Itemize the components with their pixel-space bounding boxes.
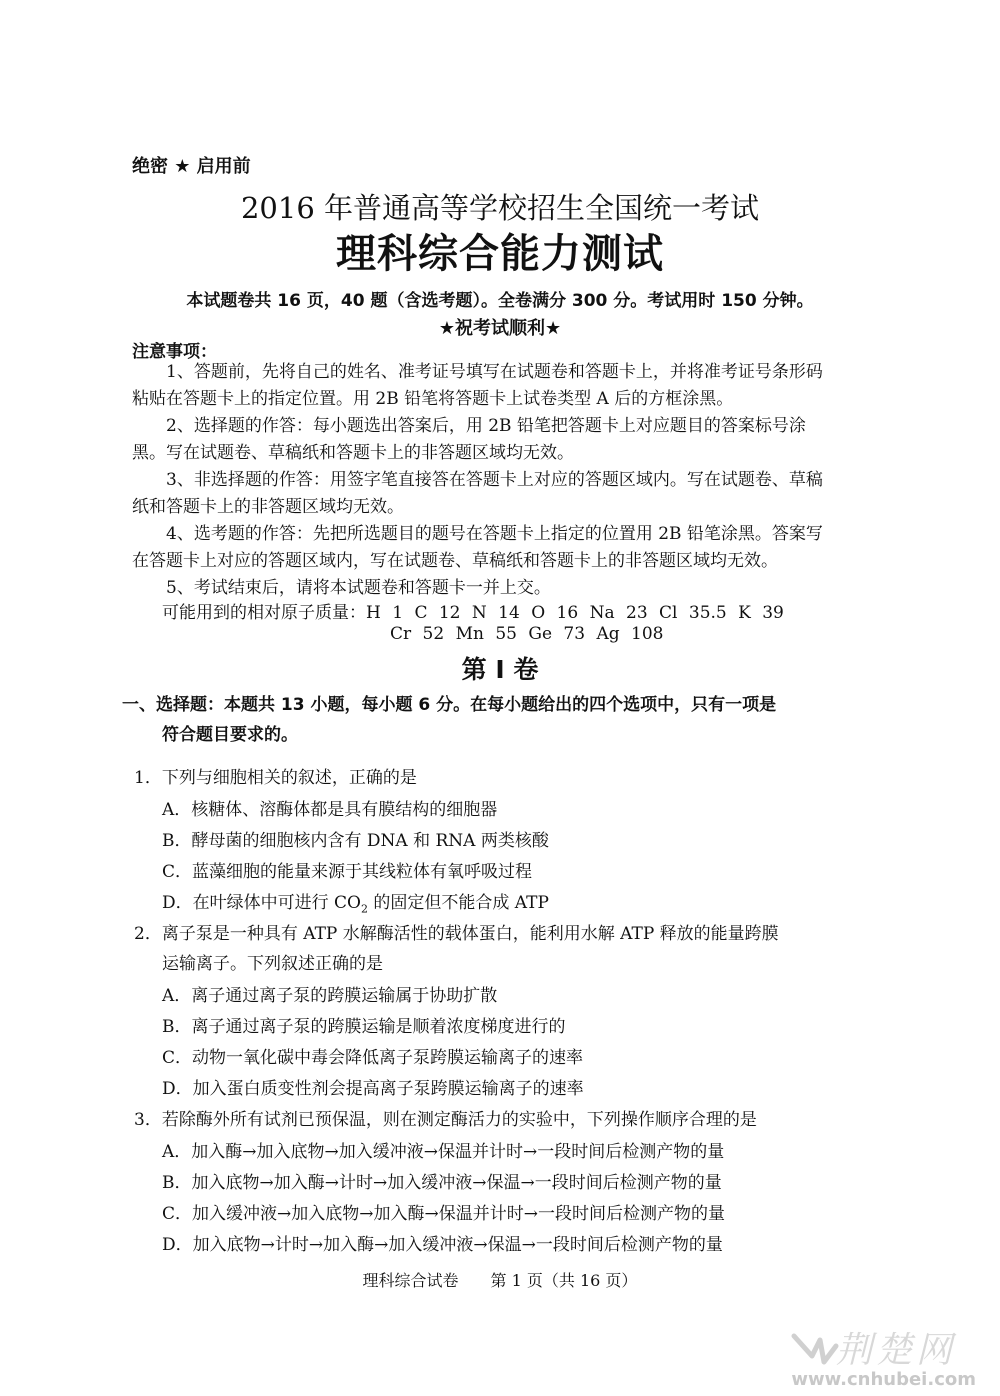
question-3-option-d: D．加入底物→计时→加入酶→加入缓冲液→保温→一段时间后检测产物的量 [162,1235,723,1255]
page-footer: 理科综合试卷 第 1 页（共 16 页） [362,1271,638,1290]
notice-item-3: 3、非选择题的作答：用签字笔直接答在答题卡上对应的答题区域内。写在试题卷、草稿纸和答题卡上的非答题区域均无效。 [132,470,823,517]
question-2-stem-line-1: 2．离子泵是一种具有 ATP 水解酶活性的载体蛋白，能利用水解 ATP 释放的能量跨膜 [134,924,779,944]
notice-item-4: 4、选考题的作答：先把所选题目的题号在答题卡上指定的位置用 2B 铅笔涂黑。答案写在答题卡上对应的答题区域内，写在试题卷、草稿纸和答题卡上的非答题区域均无效。 [132,524,823,571]
question-1-option-d-pre: D．在叶绿体中可进行 CO [162,893,361,913]
question-2-option-b: B．离子通过离子泵的跨膜运输是顺着浓度梯度进行的 [162,1017,566,1037]
question-2-stem-line-2: 运输离子。下列叙述正确的是 [162,954,383,974]
question-3-stem: 3．若除酶外所有试剂已预保温，则在测定酶活力的实验中，下列操作顺序合理的是 [134,1110,757,1130]
exam-subtitle: 理科综合能力测试 [336,231,664,277]
question-2-option-d: D．加入蛋白质变性剂会提高离子泵跨膜运输离子的速率 [162,1079,584,1099]
question-1-option-d-sub: 2 [360,902,368,916]
question-1-stem: 1．下列与细胞相关的叙述，正确的是 [134,768,417,788]
exam-info: 本试题卷共 16 页，40 题（含选考题）。全卷满分 300 分。考试用时 150 分钟。 [186,291,814,311]
question-1-option-a: A．核糖体、溶酶体都是具有膜结构的细胞器 [162,800,498,820]
notice-heading: 注意事项： [132,342,217,362]
watermark-chars: 荆楚网 [836,1330,957,1371]
question-3-option-b: B．加入底物→加入酶→计时→加入缓冲液→保温→一段时间后检测产物的量 [162,1173,722,1193]
question-1-option-d-post: 的固定但不能合成 ATP [367,893,549,913]
question-1-option-b: B．酵母菌的细胞核内含有 DNA 和 RNA 两类核酸 [162,831,549,851]
watermark-site: www.cnhubei.com [791,1369,976,1390]
watermark-logo [790,1322,990,1392]
part-heading-line-2: 符合题目要求的。 [162,725,298,745]
question-2-option-a: A．离子通过离子泵的跨膜运输属于协助扩散 [162,986,498,1006]
question-1-option-c: C．蓝藻细胞的能量来源于其线粒体有氧呼吸过程 [162,862,533,882]
exam-title: 2016 年普通高等学校招生全国统一考试 [240,191,760,225]
question-2-option-c: C．动物一氧化碳中毒会降低离子泵跨膜运输离子的速率 [162,1048,584,1068]
question-1-option-d [162,888,549,915]
section-title: 第 I 卷 [461,655,539,684]
notice-item-5: 5、考试结束后，请将本试题卷和答题卡一并上交。 [166,578,551,598]
notice-item-2: 2、选择题的作答：每小题选出答案后，用 2B 铅笔把答题卡上对应题目的答案标号涂黑。写在试题卷、草稿纸和答题卡上的非答题区域均无效。 [132,416,806,463]
secret-mark: 绝密 ★ 启用前 [132,156,251,177]
question-3-option-c: C．加入缓冲液→加入底物→加入酶→保温并计时→一段时间后检测产物的量 [162,1204,725,1224]
part-heading [122,690,842,750]
question-3-option-a: A．加入酶→加入底物→加入缓冲液→保温并计时→一段时间后检测产物的量 [162,1142,725,1162]
part-heading-line-1: 一、选择题：本题共 13 小题，每小题 6 分。在每小题给出的四个选项中，只有一项是 [122,695,777,715]
atomic-mass-line-2: Cr 52 Mn 55 Ge 73 Ag 108 [390,624,664,644]
notice-item-1: 1、答题前，先将自己的姓名、准考证号填写在试题卷和答题卡上，并将准考证号条形码粘贴在答题卡上的指定位置。用 2B 铅笔将答题卡上试卷类型 A 后的方框涂黑。 [132,362,823,409]
exam-wish: ★祝考试顺利★ [438,318,562,339]
atomic-mass-line-1: 可能用到的相对原子质量：H 1 C 12 N 14 O 16 Na 23 Cl 35.5 K 39 [162,603,784,623]
